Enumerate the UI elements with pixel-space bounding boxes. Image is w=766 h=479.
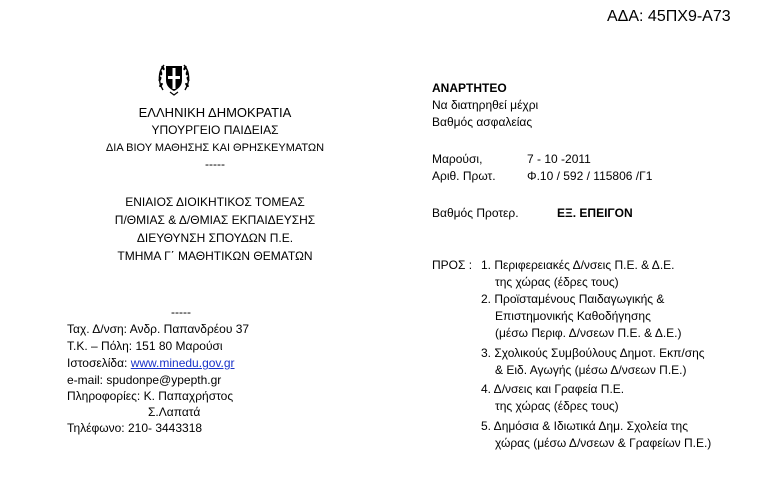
recipient-line: 1. Περιφερειακές Δ/νσεις Π.Ε. & Δ.Ε. xyxy=(481,258,675,272)
header-divider: ----- xyxy=(205,157,225,171)
recipient-line: (μέσω Περιφ. Δ/νσεων Π.Ε. & Δ.Ε.) xyxy=(495,326,682,340)
recipient-line: της χώρας (έδρες τους) xyxy=(495,399,619,413)
website-row xyxy=(67,356,235,370)
contact-divider: ----- xyxy=(171,305,191,319)
recipient-line: 4. Δ/νσεις και Γραφεία Π.Ε. xyxy=(481,382,625,396)
republic-title: ΕΛΛΗΝΙΚΗ ΔΗΜΟΚΡΑΤΙΑ xyxy=(138,105,292,120)
ministry-subtitle: ΔΙΑ ΒΙΟΥ ΜΑΘΗΣΗΣ ΚΑΙ ΘΡΗΣΚΕΥΜΑΤΩΝ xyxy=(105,142,325,154)
coat-of-arms-icon xyxy=(157,60,191,96)
unit-line: ΔΙΕΥΘΥΝΣΗ ΣΠΟΥΔΩΝ Π.Ε. xyxy=(136,231,294,245)
to-label: ΠΡΟΣ : xyxy=(432,258,473,272)
info-contact: Πληροφορίες: Κ. Παπαχρήστος xyxy=(67,389,234,403)
protocol-number: Φ.10 / 592 / 115806 /Γ1 xyxy=(527,169,653,183)
recipient-line: Επιστημονικής Καθοδήγησης xyxy=(495,309,651,323)
recipient-line: χώρας (μέσω Δ/νσεων & Γραφείων Π.Ε.) xyxy=(495,436,712,450)
ministry-title: ΥΠΟΥΡΓΕΙΟ ΠΑΙΔΕΙΑΣ xyxy=(151,123,279,137)
recipient-line: της χώρας (έδρες τους) xyxy=(495,275,619,289)
website-link[interactable]: www.minedu.gov.gr xyxy=(130,356,235,370)
security-level: Βαθμός ασφαλείας xyxy=(432,115,533,129)
info-contact-second: Σ.Λαπατά xyxy=(148,405,201,419)
website-label: Ιστοσελίδα: xyxy=(67,356,131,370)
keep-until: Να διατηρηθεί μέχρι xyxy=(432,98,539,112)
recipient-line: 5. Δημόσια & Ιδιωτικά Δημ. Σχολεία της xyxy=(481,419,688,433)
protocol-label: Αριθ. Πρωτ. xyxy=(432,169,496,183)
recipient-line: 3. Σχολικούς Συμβούλους Δημοτ. Εκπ/σης xyxy=(481,346,705,360)
place: Μαρούσι, xyxy=(432,152,483,166)
posted-label: ΑΝΑΡΤΗΤΕΟ xyxy=(432,81,507,95)
email: e-mail: spudonpe@ypepth.gr xyxy=(67,373,222,387)
address: Ταχ. Δ/νση: Ανδρ. Παπανδρέου 37 xyxy=(67,322,250,336)
priority-label: Βαθμός Προτερ. xyxy=(432,206,519,220)
priority-value: ΕΞ. ΕΠΕΙΓΟΝ xyxy=(557,206,633,220)
recipient-line: 2. Προϊσταμένους Παιδαγωγικής & xyxy=(481,292,665,306)
unit-line: Π/ΘΜΙΑΣ & Δ/ΘΜΙΑΣ ΕΚΠΑΙΔΕΥΣΗΣ xyxy=(114,213,316,227)
ada-number: ΑΔΑ: 45ΠΧ9-Α73 xyxy=(607,8,731,25)
phone: Τηλέφωνο: 210- 3443318 xyxy=(67,421,203,435)
date: 7 - 10 -2011 xyxy=(527,152,591,166)
unit-line: ΤΜΗΜΑ Γ΄ ΜΑΘΗΤΙΚΩΝ ΘΕΜΑΤΩΝ xyxy=(117,249,313,263)
recipient-line: & Ειδ. Αγωγής (μέσω Δ/νσεων Π.Ε.) xyxy=(495,363,687,377)
unit-line: ΕΝΙΑΙΟΣ ΔΙΟΙΚΗΤΙΚΟΣ ΤΟΜΕΑΣ xyxy=(125,195,305,209)
postal-code: Τ.Κ. – Πόλη: 151 80 Μαρούσι xyxy=(67,339,223,353)
